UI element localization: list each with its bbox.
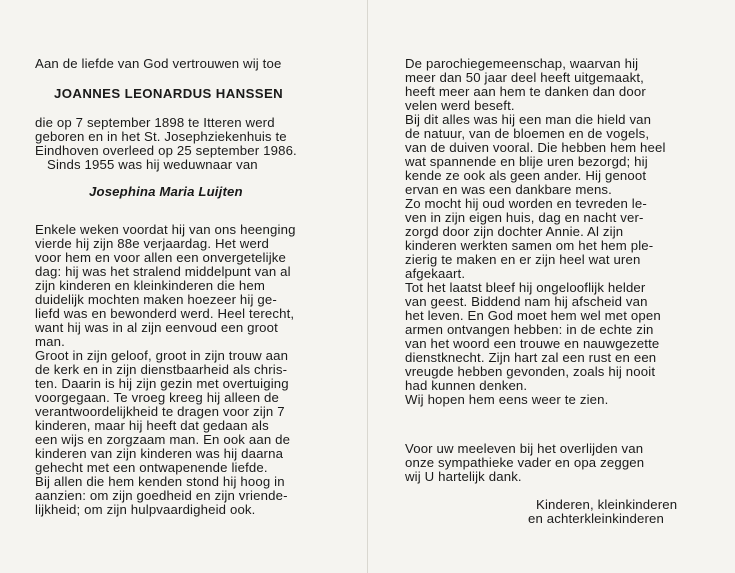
body-line: voor hem en voor allen een onvergetelijke <box>35 250 287 265</box>
body-line: van het woord een trouwe en nauwgezette <box>405 336 660 351</box>
body-line: gehecht met een ontwapenende liefde. <box>35 460 268 475</box>
intro-line: Eindhoven overleed op 25 september 1986. <box>35 143 297 158</box>
intro-line: Sinds 1955 was hij weduwnaar van <box>47 157 258 172</box>
body-line: zijn kinderen en kleinkinderen die hem <box>35 278 266 293</box>
body-line: vreugde hebben gevonden, zoals hij nooit <box>405 364 656 379</box>
body-line: dag: hij was het stralend middelpunt van al <box>35 264 291 279</box>
spouse-name: Josephina Maria Luijten <box>89 184 243 199</box>
intro-line: die op 7 september 1898 te Itteren werd <box>35 115 275 130</box>
body-line: het leven. En God moet hem wel met open <box>405 308 661 323</box>
body-line: duidelijk mochten maken hoezeer hij ge- <box>35 292 277 307</box>
body-line: zorgd door zijn dochter Annie. Al zijn <box>405 224 624 239</box>
thanks-line: onze sympathieke vader en opa zeggen <box>405 455 645 470</box>
signature-line: Kinderen, kleinkinderen <box>536 497 678 512</box>
body-line: Zo mocht hij oud worden en tevreden le- <box>405 196 647 211</box>
body-line: liefd was en bewonderd werd. Heel terecht, <box>35 306 295 321</box>
deceased-name: JOANNES LEONARDUS HANSSEN <box>54 86 284 101</box>
body-line: ten. Daarin is hij zijn gezin met overtuiging <box>35 376 289 391</box>
body-line: van de duiven vooral. Die hebben hem heel <box>405 140 666 155</box>
body-line: aanzien: om zijn goedheid en zijn vriende- <box>35 488 288 503</box>
body-line: Groot in zijn geloof, groot in zijn trouw aan <box>35 348 289 363</box>
body-line: lijkheid; om zijn hulpvaardigheid ook. <box>35 502 256 517</box>
body-line: de kerk en in zijn dienstbaarheid als chris- <box>35 362 288 377</box>
body-line: want hij was in al zijn eenvoud een groot <box>35 320 278 335</box>
body-line: kinderen van zijn kinderen was hij daarna <box>35 446 284 461</box>
opening-line: Aan de liefde van God vertrouwen wij toe <box>35 56 282 71</box>
body-line: een wijs en zorgzaam man. En ook aan de <box>35 432 291 447</box>
body-line: afgekaart. <box>405 266 466 281</box>
body-line: man. <box>35 334 65 349</box>
body-line: heeft meer aan hem te danken dan door <box>405 84 646 99</box>
intro-line: geboren en in het St. Josephziekenhuis te <box>35 129 287 144</box>
body-line: kinderen werkten samen om het hem ple- <box>405 238 654 253</box>
body-line: had kunnen denken. <box>405 378 528 393</box>
body-line: voorgegaan. Te vroeg kreeg hij alleen de <box>35 390 280 405</box>
body-line: van geest. Biddend nam hij afscheid van <box>405 294 648 309</box>
thanks-line: Voor uw meeleven bij het overlijden van <box>405 441 644 456</box>
body-line: de natuur, van de bloemen en de vogels, <box>405 126 650 141</box>
body-line: kinderen, maar hij heeft dat gedaan als <box>35 418 269 433</box>
body-line: meer dan 50 jaar deel heeft uitgemaakt, <box>405 70 644 85</box>
body-line: ervan en was een dankbare mens. <box>405 182 612 197</box>
body-line: Bij dit alles was hij een man die hield van <box>405 112 652 127</box>
body-line: wat spannende en blije uren bezorgd; hij <box>405 154 648 169</box>
signature-line: en achterkleinkinderen <box>528 511 664 526</box>
body-line: Bij allen die hem kenden stond hij hoog in <box>35 474 285 489</box>
body-line: verantwoordelijkheid te dragen voor zijn 7 <box>35 404 285 419</box>
body-line: Enkele weken voordat hij van ons heenging <box>35 222 296 237</box>
body-line: De parochiegemeenschap, waarvan hij <box>405 56 639 71</box>
body-line: kende ze ook als geen ander. Hij genoot <box>405 168 647 183</box>
body-line: armen ontvangen hebben: in de echte zin <box>405 322 654 337</box>
body-line: dienstknecht. Zijn hart zal een rust en een <box>405 350 657 365</box>
body-line: velen werd beseft. <box>405 98 515 113</box>
body-line: Wij hopen hem eens weer te zien. <box>405 392 609 407</box>
body-line: vierde hij zijn 88e verjaardag. Het werd <box>35 236 269 251</box>
card-fold <box>367 0 368 573</box>
thanks-line: wij U hartelijk dank. <box>405 469 522 484</box>
body-line: zierig te maken en er zijn heel wat uren <box>405 252 641 267</box>
body-line: ven in zijn eigen huis, dag en nacht ver- <box>405 210 644 225</box>
body-line: Tot het laatst bleef hij ongelooflijk helder <box>405 280 646 295</box>
